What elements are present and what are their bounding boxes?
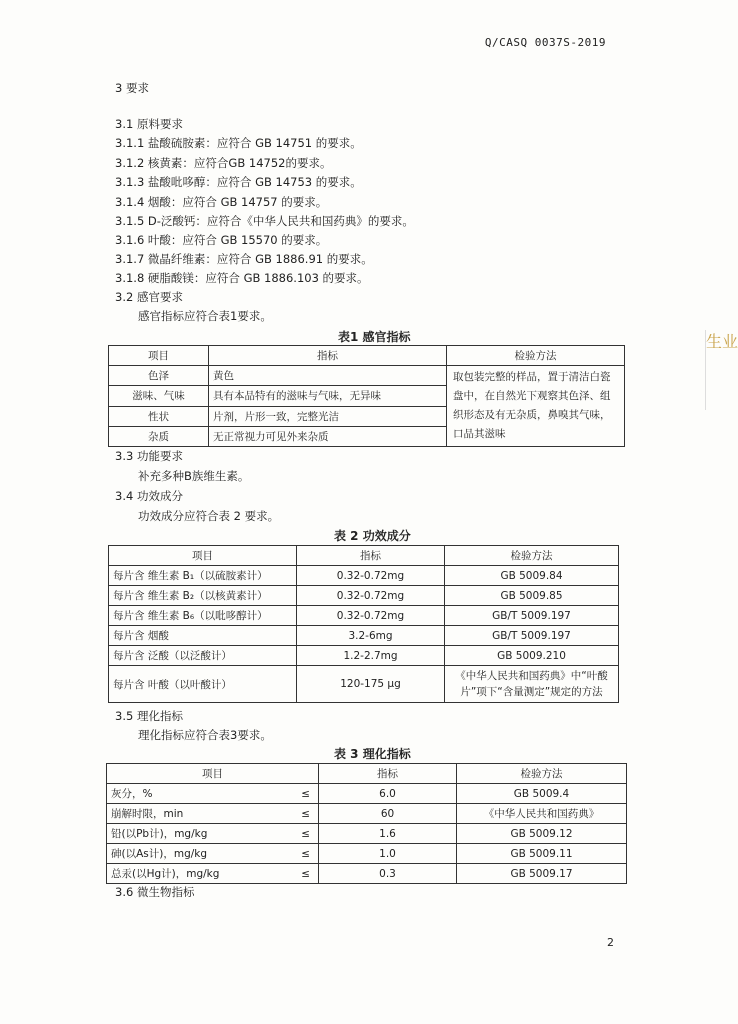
table-header-cell: 项目 bbox=[109, 346, 209, 366]
table-header-cell: 指标 bbox=[297, 546, 445, 566]
table-cell: GB/T 5009.197 bbox=[445, 626, 619, 646]
table-header-cell: 检验方法 bbox=[447, 346, 625, 366]
table-cell-operator: ≤ bbox=[277, 804, 319, 824]
table-header-row bbox=[109, 346, 625, 366]
table-row bbox=[107, 824, 627, 844]
table-cell: GB 5009.11 bbox=[457, 844, 627, 864]
table-cell: 色泽 bbox=[109, 366, 209, 386]
table-cell-method: 《中华人民共和国药典》中“叶酸片”项下“含量测定”规定的方法 bbox=[445, 666, 619, 703]
table-cell: 黄色 bbox=[209, 366, 447, 386]
table-cell: 片剂，片形一致，完整光洁 bbox=[209, 406, 447, 426]
table-cell: 砷(以As计)，mg/kg bbox=[107, 844, 277, 864]
table-cell: GB 5009.84 bbox=[445, 566, 619, 586]
table-header-cell: 项目 bbox=[109, 546, 297, 566]
table-cell: 每片含 泛酸（以泛酸计） bbox=[109, 646, 297, 666]
table-cell: 每片含 烟酸 bbox=[109, 626, 297, 646]
table-cell: 1.6 bbox=[319, 824, 457, 844]
table-header-cell: 检验方法 bbox=[457, 764, 627, 784]
section-3-4-heading: 3.4 功效成分 bbox=[115, 489, 183, 503]
table-cell: GB 5009.210 bbox=[445, 646, 619, 666]
table-cell: GB 5009.4 bbox=[457, 784, 627, 804]
table-cell: 无正常视力可见外来杂质 bbox=[209, 426, 447, 446]
section-3-5-heading: 3.5 理化指标 bbox=[115, 709, 183, 723]
section-3-2-text: 感官指标应符合表1要求。 bbox=[138, 309, 272, 323]
section-3-2-heading: 3.2 感官要求 bbox=[115, 290, 183, 304]
table-cell-operator: ≤ bbox=[277, 864, 319, 884]
table-cell: 性状 bbox=[109, 406, 209, 426]
section-3-1-5: 3.1.5 D-泛酸钙：应符合《中华人民共和国药典》的要求。 bbox=[115, 214, 414, 228]
table-cell: 灰分，% bbox=[107, 784, 277, 804]
table-cell: 崩解时限，min bbox=[107, 804, 277, 824]
table-header-cell: 检验方法 bbox=[445, 546, 619, 566]
table-cell: 3.2-6mg bbox=[297, 626, 445, 646]
page-number: 2 bbox=[607, 936, 614, 949]
table-row bbox=[109, 366, 625, 386]
table-row bbox=[109, 586, 619, 606]
table-row bbox=[107, 804, 627, 824]
table-row bbox=[109, 666, 619, 703]
table-row bbox=[107, 864, 627, 884]
table-cell: 60 bbox=[319, 804, 457, 824]
table-cell: 每片含 维生素 B₆（以吡哆醇计） bbox=[109, 606, 297, 626]
section-3-1-7: 3.1.7 微晶纤维素：应符合 GB 1886.91 的要求。 bbox=[115, 252, 373, 266]
table-cell: GB/T 5009.197 bbox=[445, 606, 619, 626]
table-row bbox=[107, 844, 627, 864]
section-3-1-3: 3.1.3 盐酸吡哆醇：应符合 GB 14753 的要求。 bbox=[115, 175, 362, 189]
section-3-1-2: 3.1.2 核黄素：应符合GB 14752的要求。 bbox=[115, 156, 332, 170]
table-cell: 0.32-0.72mg bbox=[297, 586, 445, 606]
table-header-row bbox=[109, 546, 619, 566]
section-3-6-heading: 3.6 微生物指标 bbox=[115, 885, 195, 899]
section-3-heading: 3 要求 bbox=[115, 81, 149, 95]
table1-sensory bbox=[108, 345, 625, 447]
table-cell: 0.32-0.72mg bbox=[297, 566, 445, 586]
section-3-5-text: 理化指标应符合表3要求。 bbox=[138, 728, 272, 742]
table-row bbox=[109, 646, 619, 666]
table-cell: 120-175 μg bbox=[297, 666, 445, 703]
table-cell: 总汞(以Hg计)，mg/kg bbox=[107, 864, 277, 884]
table-cell: GB 5009.85 bbox=[445, 586, 619, 606]
section-3-4-text: 功效成分应符合表 2 要求。 bbox=[138, 509, 280, 523]
table-cell: 0.3 bbox=[319, 864, 457, 884]
table-cell-operator: ≤ bbox=[277, 824, 319, 844]
table3-caption: 表 3 理化指标 bbox=[334, 747, 411, 761]
table3-physchem bbox=[106, 763, 627, 884]
table-cell-method: 取包装完整的样品，置于清洁白瓷盘中，在自然光下观察其色泽、组织形态及有无杂质，鼻嗅其气味，口品其滋味 bbox=[447, 366, 625, 447]
table-cell-operator: ≤ bbox=[277, 844, 319, 864]
table-header-row bbox=[107, 764, 627, 784]
section-3-1-6: 3.1.6 叶酸：应符合 GB 15570 的要求。 bbox=[115, 233, 328, 247]
table-row bbox=[109, 626, 619, 646]
section-3-1-heading: 3.1 原料要求 bbox=[115, 117, 183, 131]
table-cell: 0.32-0.72mg bbox=[297, 606, 445, 626]
table2-efficacy bbox=[108, 545, 619, 703]
table-cell: 每片含 叶酸（以叶酸计） bbox=[109, 666, 297, 703]
document-code: Q/CASQ 0037S-2019 bbox=[484, 36, 606, 49]
section-3-1-8: 3.1.8 硬脂酸镁：应符合 GB 1886.103 的要求。 bbox=[115, 271, 369, 285]
table-header-cell: 指标 bbox=[209, 346, 447, 366]
table-cell: 杂质 bbox=[109, 426, 209, 446]
table1-caption: 表1 感官指标 bbox=[338, 330, 411, 344]
section-3-1-4: 3.1.4 烟酸：应符合 GB 14757 的要求。 bbox=[115, 195, 328, 209]
side-seal-fragment: 生业 bbox=[705, 330, 724, 410]
table-cell: 6.0 bbox=[319, 784, 457, 804]
table-cell: 1.0 bbox=[319, 844, 457, 864]
table-cell: GB 5009.17 bbox=[457, 864, 627, 884]
table-cell: 滋味、气味 bbox=[109, 386, 209, 406]
table-cell: 具有本品特有的滋味与气味，无异味 bbox=[209, 386, 447, 406]
table-row bbox=[109, 566, 619, 586]
table2-caption: 表 2 功效成分 bbox=[334, 529, 411, 543]
section-3-3-text: 补充多种B族维生素。 bbox=[138, 469, 250, 483]
table-row bbox=[109, 606, 619, 626]
table-cell-operator: ≤ bbox=[277, 784, 319, 804]
table-cell: 《中华人民共和国药典》 bbox=[457, 804, 627, 824]
table-header-cell: 指标 bbox=[319, 764, 457, 784]
table-cell: GB 5009.12 bbox=[457, 824, 627, 844]
table-row bbox=[107, 784, 627, 804]
table-cell: 1.2-2.7mg bbox=[297, 646, 445, 666]
table-header-cell: 项目 bbox=[107, 764, 319, 784]
section-3-3-heading: 3.3 功能要求 bbox=[115, 449, 183, 463]
table-cell: 每片含 维生素 B₂（以核黄素计） bbox=[109, 586, 297, 606]
table-cell: 铅(以Pb计)，mg/kg bbox=[107, 824, 277, 844]
section-3-1-1: 3.1.1 盐酸硫胺素：应符合 GB 14751 的要求。 bbox=[115, 136, 362, 150]
table-cell: 每片含 维生素 B₁（以硫胺素计） bbox=[109, 566, 297, 586]
